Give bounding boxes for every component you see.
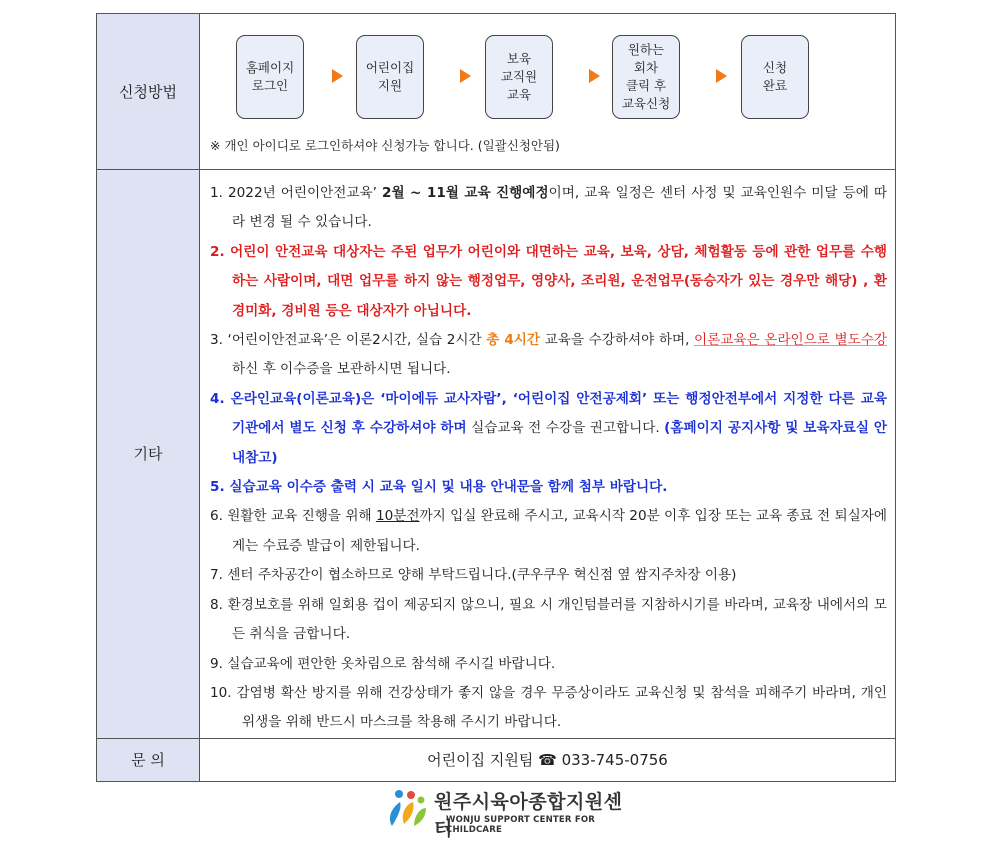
arrow-icon — [589, 69, 600, 83]
center-logo — [384, 783, 624, 840]
notice-item-8: 8. 환경보호를 위해 일회용 컵이 제공되지 않으니, 필요 시 개인텀블러를 지참하시기를 바라며, 교육장 내에서의 모든 취식을 금합니다. — [210, 596, 887, 643]
method-cell — [200, 14, 896, 170]
contact-info: 어린이집 지원팀 ☎ 033-745-0756 — [200, 738, 896, 781]
notice-list — [200, 170, 895, 738]
notice-item-1: 1. 2022년 어린이안전교육’ 2월 ~ 11월 교육 진행예정이며, 교육 일정은 센터 사정 및 교육인원수 미달 등에 따라 변경 될 수 있습니다. — [210, 185, 888, 231]
steps-flow — [236, 35, 796, 119]
step-complete: 신청 완료 — [741, 35, 809, 119]
notice-item-5: 5. 실습교육 이수증 출력 시 교육 일시 및 내용 안내문을 함께 첨부 바랍니다. — [210, 479, 668, 496]
arrow-icon — [460, 69, 471, 83]
notice-item-4: 4. 온라인교육(이론교육)은 ‘마이에듀 교사자람’, ‘어린이집 안전공제회’ 또는 행정안전부에서 지정한 다른 교육기관에서 별도 신청 후 수강하셔야 하며 실습교육 전 수강을 권고합니다. (홈페이지 공지사항 및 보육자료실 안내참고) — [210, 390, 887, 466]
method-label: 신청방법 — [97, 14, 200, 170]
notice-item-9: 9. 실습교육에 편안한 옷차림으로 참석해 주시길 바랍니다. — [210, 655, 556, 672]
notice-item-7: 7. 센터 주차공간이 협소하므로 양해 부탁드립니다.(쿠우쿠우 혁신점 옆 쌈지주차장 이용) — [210, 567, 737, 584]
arrow-icon — [716, 69, 727, 83]
info-table — [96, 13, 896, 782]
logo-mark-icon — [384, 786, 430, 830]
etc-cell — [200, 170, 896, 739]
notice-item-6: 6. 원활한 교육 진행을 위해 10분전까지 입실 완료해 주시고, 교육시작 20분 이후 입장 또는 교육 종료 전 퇴실자에게는 수료증 발급이 제한됩니다. — [210, 508, 888, 554]
etc-label: 기타 — [97, 170, 200, 739]
center-name: 원주시육아종합지원센터 — [434, 791, 623, 840]
notice-item-2: 2. 어린이 안전교육 대상자는 주된 업무가 어린이와 대면하는 교육, 보육, 상담, 체험활동 등에 관한 업무를 수행하는 사람이며, 대면 업무를 하지 않는 행정업무, 영양사, 조리원, 운전업무(동승자가 있는 경우만 해당) , 환경미화, 경비원 등은 대상자가 아닙니다. — [210, 243, 887, 319]
method-note: ※ 개인 아이디로 로그인하셔야 신청가능 합니다. (일괄신청안됨) — [210, 138, 560, 153]
center-name-english: WONJU SUPPORT CENTER FOR CHILDCARE — [446, 815, 596, 835]
step-staff-education: 보육 교직원 교육 — [485, 35, 553, 119]
arrow-icon — [332, 69, 343, 83]
notice-item-10: 10. 감염병 확산 방지를 위해 건강상태가 좋지 않을 경우 무증상이라도 교육신청 및 참석을 피해주기 바라며, 개인 위생을 위해 반드시 마스크를 착용해 주시기 바랍니다. — [210, 684, 887, 731]
notice-item-3: 3. ‘어린이안전교육’은 이론2시간, 실습 2시간 총 4시간 교육을 수강하셔야 하며, 이론교육은 온라인으로 별도수강하신 후 이수증을 보관하시면 됩니다. — [210, 332, 887, 378]
contact-label: 문 의 — [97, 738, 200, 781]
step-select-session: 원하는 회차 클릭 후 교육신청 — [612, 35, 680, 119]
step-daycare-support: 어린이집 지원 — [356, 35, 424, 119]
step-login: 홈페이지 로그인 — [236, 35, 304, 119]
